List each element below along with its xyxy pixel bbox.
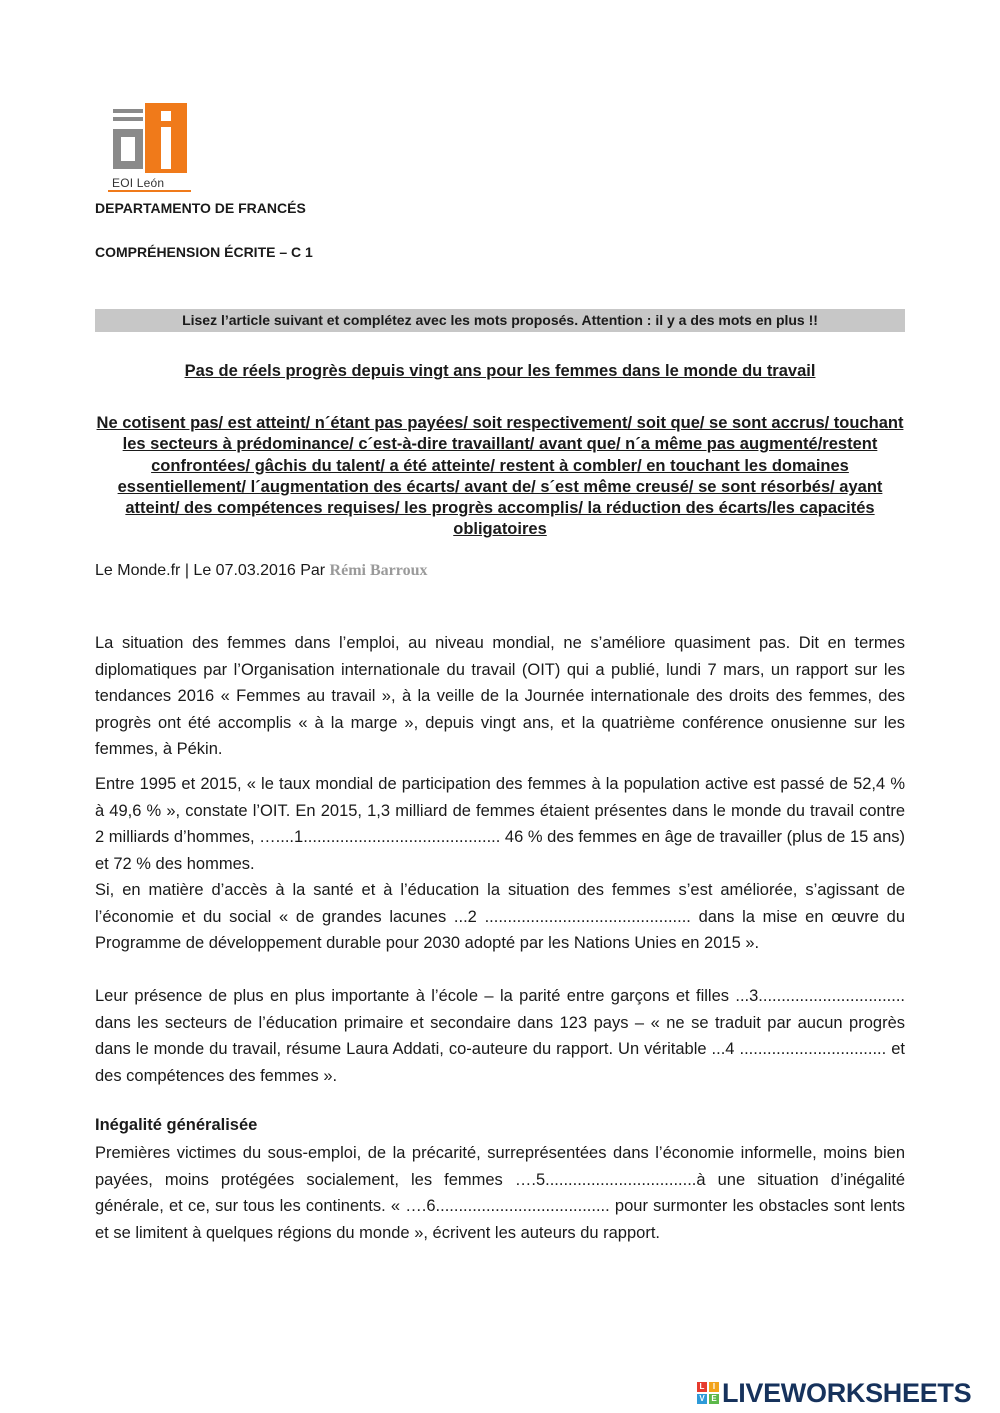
byline (95, 562, 427, 580)
byline-source: Le Monde.fr | Le 07.03.2016 Par (95, 562, 330, 579)
lw-grid-cell: V (697, 1394, 707, 1404)
lw-grid-cell: E (709, 1394, 719, 1404)
department-heading: DEPARTAMENTO DE FRANCÉS (95, 200, 306, 216)
logo-underline (108, 190, 191, 192)
instruction-banner: Lisez l’article suivant et complétez avec les mots proposés. Attention : il y a des mots en plus !! (95, 309, 905, 332)
lw-grid-cell: I (709, 1382, 719, 1392)
section-heading: COMPRÉHENSION ÉCRITE – C 1 (95, 244, 313, 260)
liveworksheets-text: LIVEWORKSHEETS (722, 1377, 972, 1408)
logo-caption: EOI León (112, 176, 165, 190)
word-bank: Ne cotisent pas/ est atteint/ n´étant pas payées/ soit respectivement/ soit que/ se sont accrus/ touchant les secteurs à prédominance/ c´est-à-dire travaillant/ avant que/ n´a même pas augmenté/restent confrontées/ gâchis du talent/ a été atteinte/ restent à combler/ en touchant les domaines essentiellement/ l´augmentation des écarts/ avant de/ s´est même creusé/ se sont résorbés/ ayant atteint/ des compétences requises/ les progrès accomplis/ la réduction des écarts/les capacités obligatoires (96, 414, 904, 539)
paragraph-4: Leur présence de plus en plus importante à l’école – la parité entre garçons et filles ...3................................ dans les secteurs de l’éducation primaire et secondaire dans 123 pays – « ne se traduit par aucun progrès dans le monde du travail, résume Laura Addati, co-auteure du rapport. Un véritable ...4 ................................ et des compétences des femmes ». (95, 987, 905, 1085)
byline-author: Rémi Barroux (329, 562, 428, 579)
paragraph-5: Premières victimes du sous-emploi, de la précarité, surreprésentées dans l’économie informelle, moins bien payées, moins protégées socialement, les femmes ….5.................................à une situation d’inégalité générale, et ce, sur tous les continents. « ….6...................................... pour surmonter les obstacles sont lents et se limitent à quelques régions du monde », écrivent les auteurs du rapport. (95, 1144, 905, 1242)
paragraph-2: Entre 1995 et 2015, « le taux mondial de participation des femmes à la population active est passé de 52,4 % à 49,6 % », constate l’OIT. En 2015, 1,3 milliard de femmes étaient présentes dans le monde du travail contre 2 milliards d’hommes, …....1........................................... 46 % des femmes en âge de travailler (plus de 15 ans) et 72 % des hommes. (95, 775, 905, 873)
lw-grid-cell: L (697, 1382, 707, 1392)
paragraph-1: La situation des femmes dans l’emploi, au niveau mondial, ne s’améliore quasiment pas. Dit en termes diplomatiques par l’Organisation internationale du travail (OIT) qui a publié, lundi 7 mars, un rapport sur les tendances 2016 « Femmes au travail », à la veille de la Journée internationale des droits des femmes, des progrès ont été accomplis « à la marge », depuis vingt ans, et la quatrième conférence onusienne sur les femmes, à Pékin. (95, 634, 905, 758)
liveworksheets-logo-icon (697, 1382, 719, 1404)
subheading: Inégalité généralisée (95, 1116, 258, 1134)
paragraph-3: Si, en matière d’accès à la santé et à l’éducation la situation des femmes s’est améliorée, s’agissant de l’économie et du social « de grandes lacunes ...2 ............................................. dans la mise en œuvre du Programme de développement durable pour 2030 adopté par les Nations Unies en 2015 ». (95, 881, 905, 952)
article-title: Pas de réels progrès depuis vingt ans pour les femmes dans le monde du travail (184, 362, 816, 380)
liveworksheets-watermark (697, 1378, 971, 1408)
